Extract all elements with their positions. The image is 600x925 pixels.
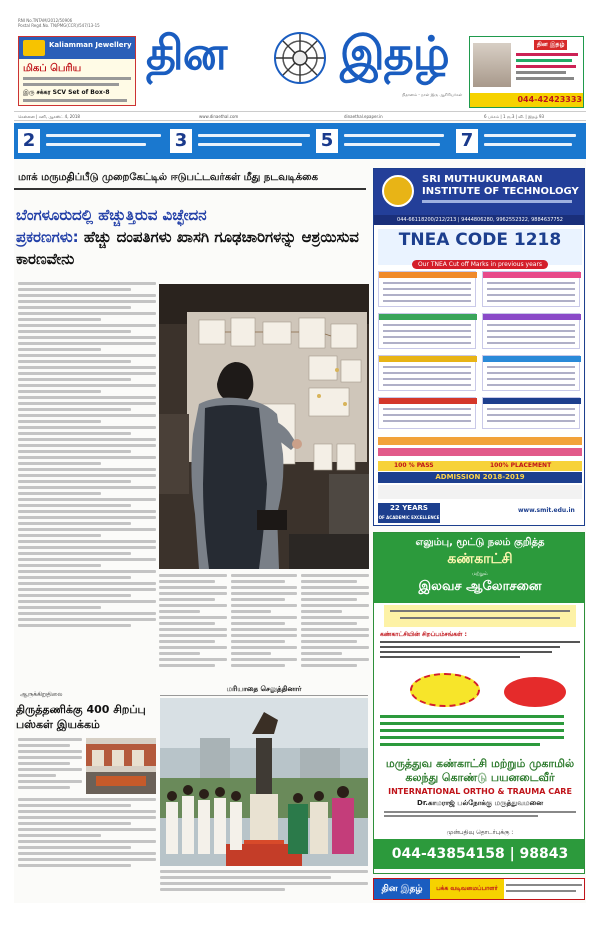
statue-tribute-photo[interactable] [160,698,368,866]
college-seal-icon [382,175,414,207]
programmes-box [378,485,582,499]
right-ad-brand: தின இதழ் [534,40,567,50]
article-text-column [160,870,368,894]
index-item[interactable]: 2 [18,127,168,155]
edition-date: சென்னை | சனி, ஆகஸ்ட் 4, 2018 [18,114,80,119]
cutoff-marks-grid [378,271,582,431]
college-phones[interactable]: 044-66118200/212/213 | 9444806280, 9962552322, 9884637752 [374,215,585,225]
epaper-link[interactable]: dinaethal.epaper.in [344,114,383,119]
right-ad-phone[interactable]: 044-42423333 [470,93,584,107]
index-item[interactable]: 3 [170,127,320,155]
logo-text-left: தின [146,26,227,80]
ad-person-photo [473,43,511,87]
article-text-column [231,574,297,670]
article-text-column [18,738,82,792]
left-ad-line: இரு சக்கர SCV Set of Box-8 [23,89,110,96]
classified-banner[interactable]: தின இதழ் பக்க வடிவமைப்பாளர் [373,878,585,900]
article-text-column [159,574,227,670]
newspaper-page [14,16,586,903]
hospital-phone[interactable]: 044-43854158 | 98843 [374,839,585,869]
photo-caption-tribute: மரியாதை செலுத்தினார் [160,682,368,696]
tagline: நிதானம் - நாள் இரு ஆசிரியர்கள் [402,92,463,97]
issue-meta: 6 பக்கம் | 1 ரூ.3 | வி. | இதழ் 93 [484,114,545,119]
college-website[interactable]: www.smit.edu.in [518,507,575,514]
masthead-left-ad[interactable]: Kaliamman Jewellery மிகப் பெரிய இரு சக்கர SCV Set of Box-8 [18,36,136,106]
article-text-column [301,574,369,670]
emblem-icon [272,30,328,86]
bus-station-photo[interactable] [86,738,156,794]
free-consult-badge-icon [410,673,480,707]
article-text-column [18,798,156,870]
masthead-right-ad[interactable] [469,36,584,108]
info-strip [14,111,586,121]
registration-info: RNI No.TNTAM/2012/50906 Postal Regd.No. TN/PMG(CCR)/547/13-15 [18,18,100,28]
hospital-brand: INTERNATIONAL ORTHO & TRAUMA CARE [388,787,572,796]
logo-text-right: இதழ் [340,26,449,80]
page-index-bar [14,123,586,159]
masthead [14,16,586,111]
story-kicker: ஆருக்கிறுதிலை [20,691,63,698]
tnea-code-box: TNEA CODE 1218 Our TNEA Cut off Marks in previous years [378,229,582,265]
left-ad-highlight: மிகப் பெரிய [23,63,82,74]
jewellery-logo-icon [23,40,45,56]
offer-badge-icon [504,677,566,707]
years-badge: 22 YEARS OF ACADEMIC EXCELLENCE [378,503,440,523]
topic-headline: மாக் மருமதிப்பீடு முறைகேட்டில் ஈடுபட்டவர்கள் மீது நடவடிக்கை [14,168,366,190]
index-item[interactable]: 5 [316,127,452,155]
index-item[interactable]: 7 [456,127,584,155]
lead-headline[interactable]: ಬೆಂಗಳೂರುದಲ್ಲಿ ಹೆಚ್ಚುತ್ತಿರುವ ವಿಚ್ಛೇದನ ಪ್ರಕರಣಗಳು: ಹೆಚ್ಚು ದಂಪತಿಗಳು ಖಾಸಗಿ ಗೂಢಚಾರಿಗಳನ್ನು ಆಶ್ರಯಿಸುವ ಕಾರಣವೇನು [16,206,359,268]
hospital-name: Dr.காமராஜ் பல்நோக்கு மருத்துவமனை [417,799,543,807]
story-headline-buses[interactable]: திருத்தணிக்கு 400 சிறப்பு பஸ்கள் இயக்கம் [16,703,146,731]
pass-placement-strip: 100 % PASS 100% PLACEMENT [378,461,582,471]
camp-highlights-title: கண்காட்சியின் சிறப்பம்சங்கள் : [380,631,467,638]
camp-dates [384,605,576,627]
admission-banner: ADMISSION 2018-2019 [378,472,582,483]
website-link[interactable]: www.dinaethal.com [199,114,239,119]
lead-story-photo[interactable] [159,284,369,569]
college-advertisement[interactable]: SRI MUTHUKUMARAN INSTITUTE OF TECHNOLOGY 044-66118200/212/213 | 9444806280, 9962552322, 9884637752 TNEA CODE 1218 Our TNEA Cut off Marks in previous years 100 % PASS 100% PLACEMENT ADMISSION 2018-2019 22 YEARS OF ACADEMIC EXCELLENCE www.smit.edu.in [373,168,585,526]
ortho-camp-advertisement[interactable]: எலும்பு, மூட்டு நலம் குறித்த கண்காட்சி மற்றும் இலவச ஆலோசனை கண்காட்சியின் சிறப்பம்சங்கள் : மருத்துவ கண்காட்சி மற்றும் முகாமில் கலந்து கொண்டு பயனடைவீர் INTERNATIONAL ORTHO & TRAUMA CARE Dr.காமராஜ் பல்நோக்கு மருத்துவமனை முன்பதிவு தொடர்புக்கு : 044-43854158 | 98843 [373,532,585,874]
article-text-column [18,282,156,630]
